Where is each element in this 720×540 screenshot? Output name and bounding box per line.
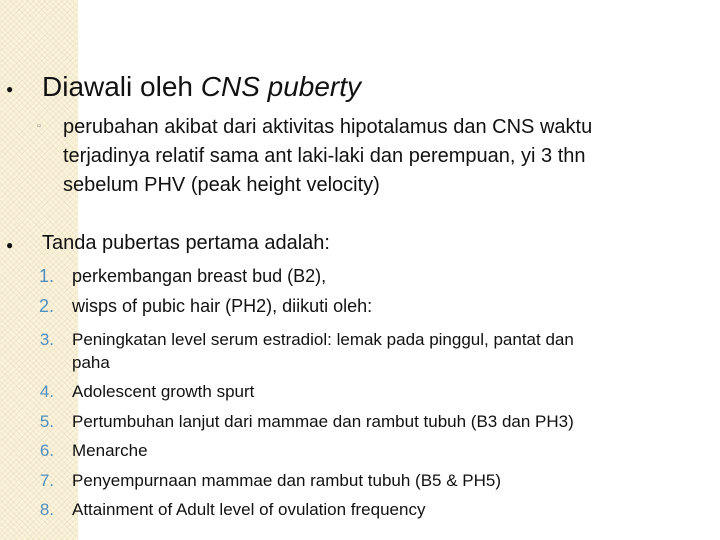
heading-emphasis: CNS puberty xyxy=(200,71,362,102)
list-text: wisps of pubic hair (PH2), diikuti oleh: xyxy=(72,296,373,316)
bullet-dot-icon: ● xyxy=(6,82,14,96)
list-number: 2. xyxy=(38,296,54,316)
list-number: 8. xyxy=(39,500,54,519)
heading-tanda: Tanda pubertas pertama adalah: xyxy=(42,232,330,254)
list-number: 7. xyxy=(39,471,54,490)
list-text-continued: paha xyxy=(72,353,110,372)
list-number: 4. xyxy=(39,382,54,401)
list-text: Attainment of Adult level of ovulation frequency xyxy=(72,500,426,519)
heading-prefix: Diawali oleh xyxy=(42,71,201,102)
sub-text-line-3: sebelum PHV (peak height velocity) xyxy=(63,174,380,196)
list-text: Pertumbuhan lanjut dari mammae dan rambut tubuh (B3 dan PH3) xyxy=(72,412,574,431)
list-text: Menarche xyxy=(72,441,148,460)
list-number: 6. xyxy=(39,441,54,460)
heading-diawali xyxy=(42,71,361,103)
square-bullet-icon: ▫ xyxy=(37,120,41,132)
list-text: Adolescent growth spurt xyxy=(72,382,255,401)
list-text: Penyempurnaan mammae dan rambut tubuh (B5 & PH5) xyxy=(72,471,502,490)
list-number: 3. xyxy=(39,330,54,349)
list-text: Peningkatan level serum estradiol: lemak pada pinggul, pantat dan xyxy=(72,330,574,349)
bullet-dot-icon: ● xyxy=(6,238,14,252)
list-number: 1. xyxy=(38,266,54,286)
list-text: perkembangan breast bud (B2), xyxy=(72,266,327,286)
sub-text-line-2: terjadinya relatif sama ant laki-laki dan perempuan, yi 3 thn xyxy=(63,145,586,167)
sub-text-line-1: perubahan akibat dari aktivitas hipotalamus dan CNS waktu xyxy=(63,116,593,138)
list-number: 5. xyxy=(39,412,54,431)
